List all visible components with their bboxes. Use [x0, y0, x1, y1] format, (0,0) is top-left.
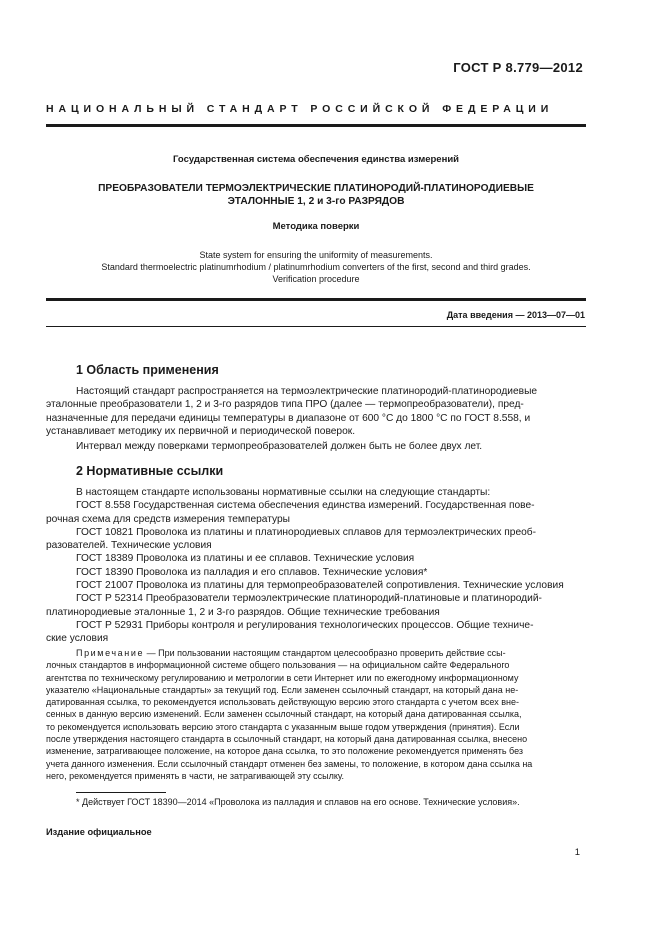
- document-code: ГОСТ Р 8.779—2012: [453, 60, 583, 75]
- note-line: то рекомендуется использовать версию этого стандарта с указанным выше годом утверждения (принятия). Если: [46, 721, 520, 732]
- page-number: 1: [574, 847, 580, 858]
- note-line: сенных в данную версию изменений. Если заменен ссылочный стандарт, на который дана датированная ссылка,: [46, 709, 522, 720]
- method-subtitle: Методика поверки: [272, 221, 360, 232]
- reference-item: ские условия: [46, 633, 109, 645]
- english-title-line: Verification procedure: [272, 274, 360, 284]
- top-divider: [46, 124, 586, 127]
- note-line: учета данного изменения. Если ссылочный стандарт отменен без замены, то положение, в котором дана ссылка на: [46, 758, 533, 769]
- note-line: него, рекомендуется применять в части, не затрагивающей эту ссылку.: [46, 770, 345, 781]
- note-line: [46, 647, 582, 659]
- main-title-line: ЭТАЛОННЫЕ 1, 2 и 3-го РАЗРЯДОВ: [227, 196, 405, 207]
- reference-item: ГОСТ 18390 Проволока из палладия и его сплавов. Технические условия*: [76, 566, 428, 578]
- reference-item: ГОСТ 8.558 Государственная система обеспечения единства измерений. Государственная пове-: [76, 500, 535, 512]
- english-title-line: State system for ensuring the uniformity of measurements.: [199, 250, 433, 260]
- note-text: — При пользовании настоящим стандартом целесообразно проверить действие ссы-: [144, 648, 506, 658]
- note-line: лочных стандартов в информационной системе общего пользования — на официальном сайте Федерального: [46, 660, 510, 671]
- date-divider: [46, 326, 586, 327]
- reference-item: ГОСТ 21007 Проволока из платины для термопреобразователей сопротивления. Технические условия: [76, 580, 564, 592]
- reference-item: разователей. Технические условия: [46, 540, 212, 552]
- reference-item: ГОСТ Р 52931 Приборы контроля и регулирования технологических процессов. Общие техниче-: [76, 619, 534, 631]
- footnote: * Действует ГОСТ 18390—2014 «Проволока из палладия и сплавов на его основе. Технические условия».: [76, 797, 520, 807]
- section-1-heading: 1 Область применения: [76, 363, 219, 377]
- edition-label: Издание официальное: [46, 827, 152, 837]
- reference-item: ГОСТ Р 52314 Преобразователи термоэлектрические платинородий-платиновые и платинородий-: [76, 593, 542, 605]
- introduction-date: Дата введения — 2013—07—01: [446, 310, 585, 320]
- english-title-line: Standard thermoelectric platinumrhodium / platinumrhodium converters of the first, second and third grades.: [101, 262, 531, 272]
- text-line: Интервал между поверками термопреобразователей должен быть не более двух лет.: [76, 441, 483, 453]
- reference-item: ГОСТ 18389 Проволока из платины и ее сплавов. Технические условия: [76, 553, 415, 565]
- text-line: Настоящий стандарт распространяется на термоэлектрические платинородий-платинородиевые: [76, 386, 538, 397]
- note-line: после утверждения настоящего стандарта в ссылочный стандарт, на который дана датированная ссылка, внесено: [46, 734, 528, 745]
- section-2-heading: 2 Нормативные ссылки: [76, 464, 224, 478]
- references-list: [46, 486, 582, 646]
- reference-item: ГОСТ 10821 Проволока из платины и платинородиевых сплавов для термоэлектрических преоб-: [76, 526, 537, 538]
- note-line: указателю «Национальные стандарты» за текущий год. Если заменен ссылочный стандарт, на который дана не-: [46, 684, 519, 695]
- note-line: датированная ссылка, то рекомендуется использовать действующую версию этого стандарта с учетом всех вне-: [46, 697, 519, 708]
- reference-item: платинородиевые эталонные 1, 2 и 3-го разрядов. Общие технические требования: [46, 606, 440, 618]
- note-block: [46, 647, 582, 782]
- main-title: [46, 182, 586, 208]
- english-title: [46, 249, 586, 285]
- note-line: изменение, затрагивающее положение, на которое дана ссылка, то это положение рекомендуется применять без: [46, 746, 524, 757]
- text-line: В настоящем стандарте использованы нормативные ссылки на следующие стандарты:: [76, 487, 491, 498]
- text-line: назначенные для передачи единицы температуры в диапазоне от 600 °С до 1800 °С по ГОСТ 8.558, и: [46, 412, 531, 424]
- text-line: устанавливает методику их первичной и периодической поверок.: [46, 425, 356, 437]
- section-1-paragraph: [46, 385, 582, 453]
- standard-title: НАЦИОНАЛЬНЫЙ СТАНДАРТ РОССИЙСКОЙ ФЕДЕРАЦИИ: [46, 103, 554, 115]
- title-divider: [46, 298, 586, 301]
- text-line: эталонные преобразователи 1, 2 и 3-го разрядов типа ПРО (далее — термопреобразователи), пред-: [46, 399, 524, 411]
- reference-item: рочная схема для средств измерения температуры: [46, 513, 290, 525]
- footnote-divider: [76, 792, 166, 793]
- note-line: агентства по техническому регулированию и метрологии в сети Интернет или по ежегодному информационному: [46, 672, 519, 683]
- system-title: Государственная система обеспечения единства измерений: [172, 154, 460, 165]
- main-title-line: ПРЕОБРАЗОВАТЕЛИ ТЕРМОЭЛЕКТРИЧЕСКИЕ ПЛАТИНОРОДИЙ-ПЛАТИНОРОДИЕВЫЕ: [98, 183, 534, 194]
- note-label: Примечание: [76, 648, 145, 658]
